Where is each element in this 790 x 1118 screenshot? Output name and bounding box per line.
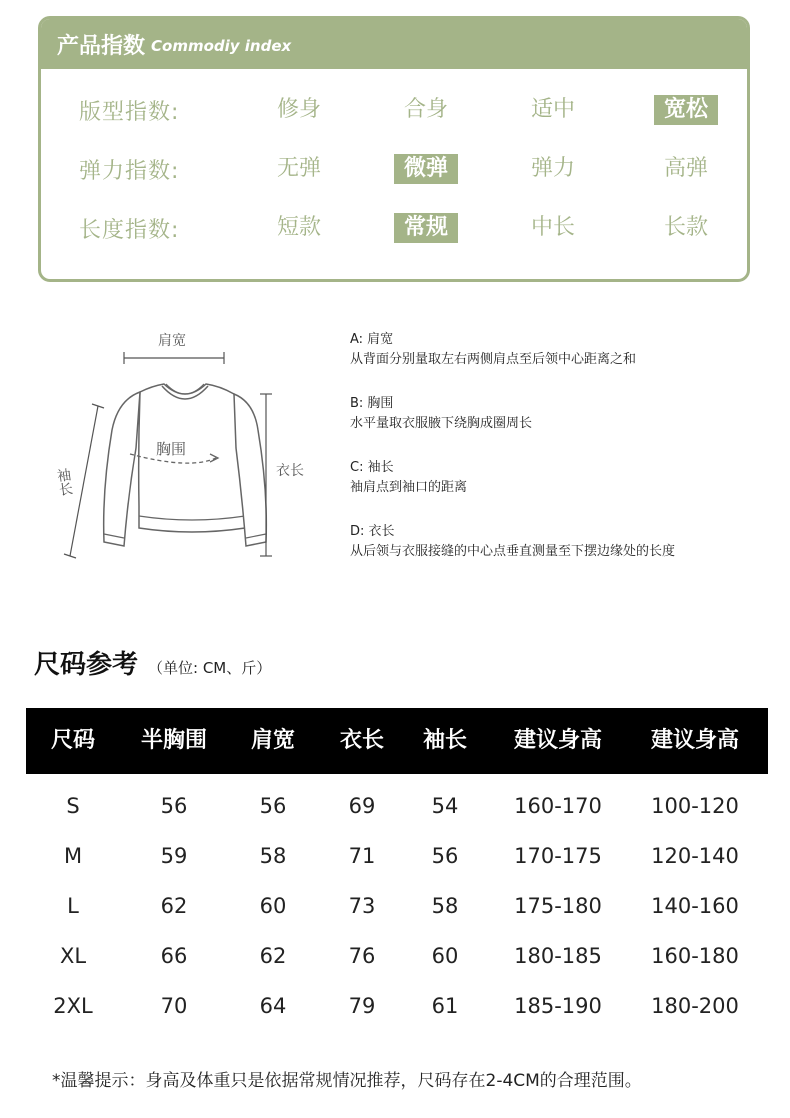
definition-chest xyxy=(350,394,770,458)
cell-length: 73 xyxy=(348,894,376,918)
cell-length: 71 xyxy=(348,844,376,868)
cell-height-1: 180-185 xyxy=(514,944,602,968)
definition-length-desc: 从后领与衣服接缝的中心点垂直测量至下摆边缘处的长度 xyxy=(350,544,676,559)
cell-height-2: 120-140 xyxy=(651,844,739,868)
length-option-short: 短款 xyxy=(276,215,321,240)
cell-length: 69 xyxy=(348,794,376,818)
cell-sleeve: 58 xyxy=(431,894,459,918)
sweater-illustration xyxy=(40,320,340,580)
header-length: 衣长 xyxy=(339,728,385,753)
stretch-option-high: 高弹 xyxy=(663,156,708,181)
definition-shoulder-title: A: 肩宽 xyxy=(350,332,394,347)
header-height-2: 建议身高 xyxy=(650,728,740,753)
length-label: 衣长 xyxy=(276,463,304,479)
table-row xyxy=(26,931,768,981)
header-size: 尺码 xyxy=(50,728,96,753)
stretch-option-stretch: 弹力 xyxy=(530,156,575,181)
fit-index-row xyxy=(41,89,747,129)
size-table-heading xyxy=(34,644,271,681)
commodity-index-card xyxy=(38,16,750,282)
fit-option-loose-selected: 宽松 xyxy=(654,95,718,125)
length-option-long: 长款 xyxy=(663,215,708,240)
cell-half-chest: 62 xyxy=(160,894,188,918)
fit-option-regular: 合身 xyxy=(403,97,448,122)
header-height-1: 建议身高 xyxy=(513,728,603,753)
cell-size: L xyxy=(67,894,79,918)
cell-sleeve: 60 xyxy=(431,944,459,968)
length-index-label: 长度指数: xyxy=(79,218,180,243)
cell-half-chest: 59 xyxy=(160,844,188,868)
cell-height-1: 170-175 xyxy=(514,844,602,868)
stretch-index-label: 弹力指数: xyxy=(79,159,180,184)
sleeve-label: 袖长 xyxy=(54,467,74,497)
cell-height-1: 160-170 xyxy=(514,794,602,818)
cell-height-2: 160-180 xyxy=(651,944,739,968)
cell-sleeve: 54 xyxy=(431,794,459,818)
cell-shoulder: 64 xyxy=(259,994,287,1018)
cell-length: 76 xyxy=(348,944,376,968)
stretch-index-row xyxy=(41,148,747,188)
sweater-diagram xyxy=(40,320,340,580)
header-half-chest: 半胸围 xyxy=(140,728,208,753)
fit-option-moderate: 适中 xyxy=(530,97,575,122)
definition-sleeve xyxy=(350,458,770,522)
commodity-index-title: 产品指数 xyxy=(57,33,146,59)
cell-height-2: 180-200 xyxy=(651,994,739,1018)
cell-height-2: 140-160 xyxy=(651,894,739,918)
cell-size: S xyxy=(66,794,80,818)
cell-length: 79 xyxy=(348,994,376,1018)
size-table-title: 尺码参考 xyxy=(34,650,139,680)
definition-length-title: D: 衣长 xyxy=(350,524,395,539)
cell-half-chest: 66 xyxy=(160,944,188,968)
cell-shoulder: 58 xyxy=(259,844,287,868)
cell-size: M xyxy=(63,844,83,868)
size-table-header xyxy=(26,708,768,774)
header-shoulder: 肩宽 xyxy=(250,728,296,753)
definition-sleeve-desc: 袖肩点到袖口的距离 xyxy=(350,480,468,495)
cell-height-2: 100-120 xyxy=(651,794,739,818)
length-option-regular-selected: 常规 xyxy=(394,213,458,243)
definition-shoulder xyxy=(350,330,770,394)
cell-half-chest: 56 xyxy=(160,794,188,818)
fit-option-slim: 修身 xyxy=(276,97,321,122)
cell-sleeve: 56 xyxy=(431,844,459,868)
definition-chest-title: B: 胸围 xyxy=(350,396,394,411)
commodity-index-subtitle: Commodiy index xyxy=(151,37,292,55)
cell-height-1: 175-180 xyxy=(514,894,602,918)
table-row xyxy=(26,781,768,831)
fit-index-label: 版型指数: xyxy=(79,100,180,125)
commodity-index-header xyxy=(41,19,747,69)
definition-length xyxy=(350,522,770,586)
definition-sleeve-title: C: 袖长 xyxy=(350,460,394,475)
cell-sleeve: 61 xyxy=(431,994,459,1018)
cell-size: XL xyxy=(59,944,87,968)
cell-height-1: 185-190 xyxy=(514,994,602,1018)
stretch-option-none: 无弹 xyxy=(276,156,321,181)
length-option-mid: 中长 xyxy=(530,215,575,240)
shoulder-label: 肩宽 xyxy=(158,333,186,349)
definition-shoulder-desc: 从背面分别量取左右两侧肩点至后领中心距离之和 xyxy=(350,352,637,367)
stretch-option-slight-selected: 微弹 xyxy=(394,154,458,184)
cell-shoulder: 56 xyxy=(259,794,287,818)
chest-label: 胸围 xyxy=(156,440,187,458)
size-table-unit: （单位: CM、斤） xyxy=(148,659,272,677)
table-row xyxy=(26,981,768,1031)
table-row xyxy=(26,831,768,881)
cell-half-chest: 70 xyxy=(160,994,188,1018)
length-index-row xyxy=(41,207,747,247)
table-row xyxy=(26,881,768,931)
cell-size: 2XL xyxy=(53,994,93,1018)
definition-chest-desc: 水平量取衣服腋下绕胸成圈周长 xyxy=(350,416,533,431)
cell-shoulder: 62 xyxy=(259,944,287,968)
size-tip-note: *温馨提示：身高及体重只是依据常规情况推荐，尺码存在2-4CM的合理范围。 xyxy=(52,1071,642,1091)
cell-shoulder: 60 xyxy=(259,894,287,918)
header-sleeve: 袖长 xyxy=(422,728,468,753)
measurement-definitions xyxy=(350,330,770,586)
